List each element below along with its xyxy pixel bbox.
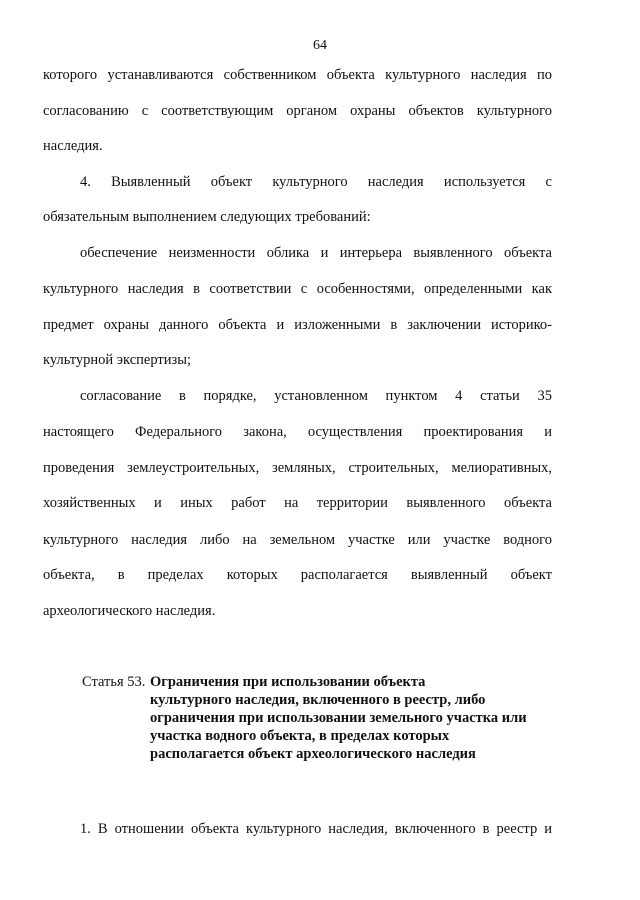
text-line: объекта, в пределах которых располагается выявленный объект [43, 567, 552, 583]
text-line: культурного наследия либо на земельном участке или участке водного [43, 532, 552, 548]
text-line: культурного наследия в соответствии с особенностями, определенными как [43, 281, 552, 297]
text-line: которого устанавливаются собственником объекта культурного наследия по [43, 67, 552, 83]
text-line: обязательным выполнением следующих требований: [43, 209, 371, 225]
text-line: 4. Выявленный объект культурного наследия используется с [80, 174, 552, 190]
article-title-line: ограничения при использовании земельного участка или [150, 710, 527, 726]
text-line: 1. В отношении объекта культурного наследия, включенного в реестр и [80, 821, 552, 837]
article-title-line: участка водного объекта, в пределах которых [150, 728, 450, 744]
text-line: наследия. [43, 138, 103, 154]
article-title-line: культурного наследия, включенного в реестр, либо [150, 692, 486, 708]
article-title-line: Ограничения при использовании объекта [150, 674, 426, 690]
text-line: археологического наследия. [43, 603, 216, 619]
text-line: предмет охраны данного объекта и изложенными в заключении историко- [43, 317, 552, 333]
text-line: обеспечение неизменности облика и интерьера выявленного объекта [80, 245, 552, 261]
text-line: настоящего Федерального закона, осуществления проектирования и [43, 424, 552, 440]
page-number: 64 [313, 38, 327, 53]
text-line: хозяйственных и иных работ на территории выявленного объекта [43, 495, 552, 511]
article-title-line: располагается объект археологического наследия [150, 746, 476, 762]
text-line: проведения землеустроительных, земляных, строительных, мелиоративных, [43, 460, 552, 476]
article-title [150, 673, 562, 763]
text-line: согласование в порядке, установленном пунктом 4 статьи 35 [80, 388, 552, 404]
article-number: Статья 53. [82, 674, 146, 690]
text-line: культурной экспертизы; [43, 352, 191, 368]
text-line: согласованию с соответствующим органом охраны объектов культурного [43, 103, 552, 119]
